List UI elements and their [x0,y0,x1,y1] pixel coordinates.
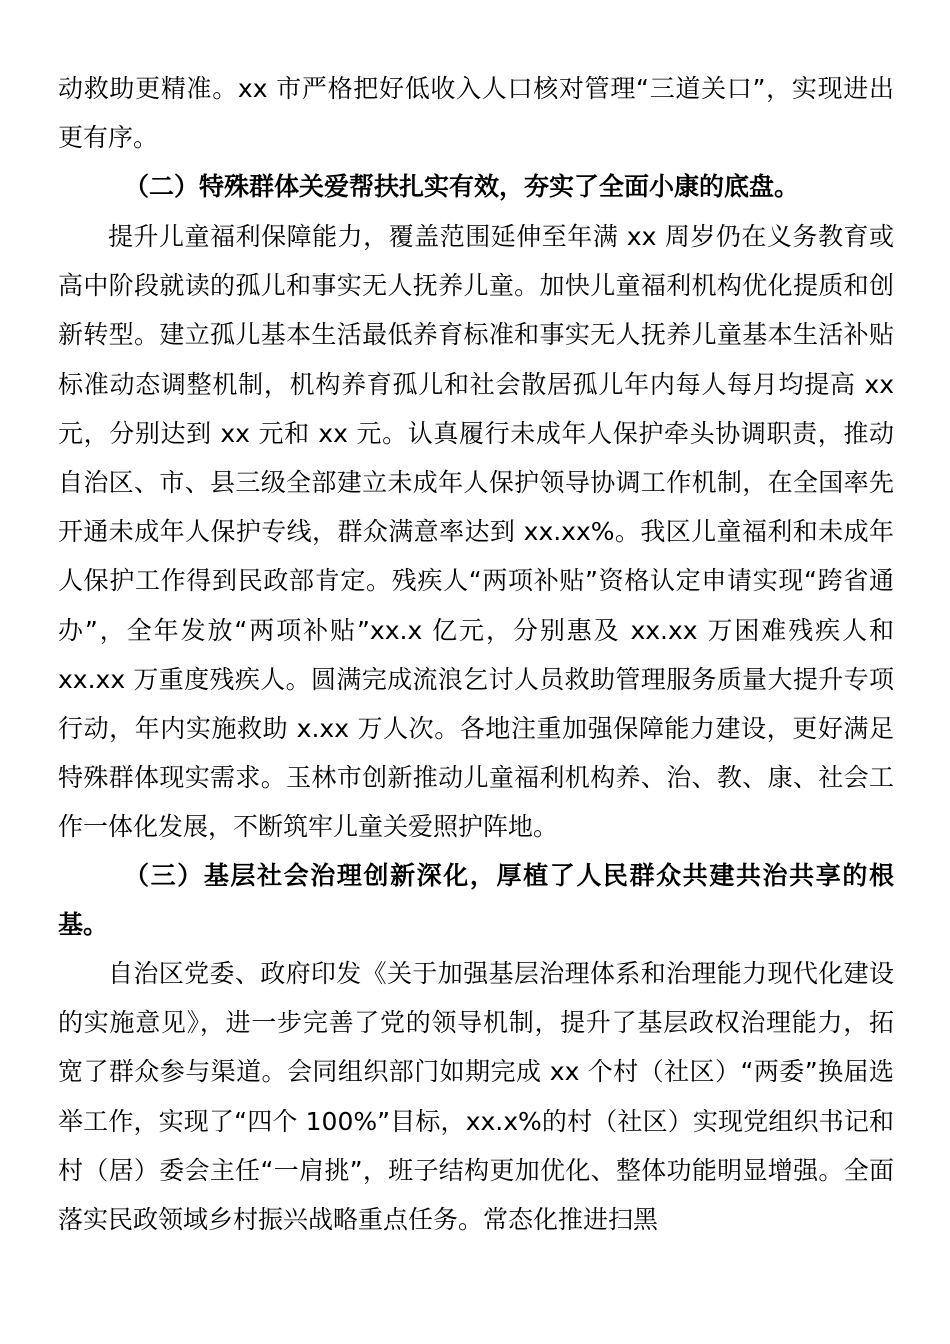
paragraph-continuation: 动救助更精准。xx 市严格把好低收入人口核对管理“三道关口”，实现进出更有序。 [58,74,894,153]
paragraph-grassroots-governance: 自治区党委、政府印发《关于加强基层治理体系和治理能力现代化建设的实施意见》，进一步完善了党的领导机制，提升了基层政权治理能力，拓宽了群众参与渠道。会同组织部门如期完成 xx 个村（社区）“两委”换届选举工作，实现了“四个 100%”目标，xx.x%的村（社区）实现党组织书记和村（居）委会主任“一肩挑”，班子结构更加优化、整体功能明显增强。全面落实民政领域乡村振兴战略重点任务。常态化推进扫黑 [58,959,894,1235]
section-heading-3: （三）基层社会治理创新深化，厚植了人民群众共建共治共享的根基。 [58,861,894,940]
paragraph-child-welfare: 提升儿童福利保障能力，覆盖范围延伸至年满 xx 周岁仍在义务教育或高中阶段就读的孤儿和事实无人抚养儿童。加快儿童福利机构优化提质和创新转型。建立孤儿基本生活最低养育标准和事实无人抚养儿童基本生活补贴标准动态调整机制，机构养育孤儿和社会散居孤儿年内每人每月均提高 xx 元，分别达到 xx 元和 xx 元。认真履行未成年人保护牵头协调职责，推动自治区、市、县三级全部建立未成年人保护领导协调工作机制，在全国率先开通未成年人保护专线，群众满意率达到 xx.xx%。我区儿童福利和未成年人保护工作得到民政部肯定。残疾人“两项补贴”资格认定申请实现“跨省通办”，全年发放“两项补贴”xx.x 亿元，分别惠及 xx.xx 万困难残疾人和 xx.xx 万重度残疾人。圆满完成流浪乞讨人员救助管理服务质量大提升专项行动，年内实施救助 x.xx 万人次。各地注重加强保障能力建设，更好满足特殊群体现实需求。玉林市创新推动儿童福利机构养、治、教、康、社会工作一体化发展，不断筑牢儿童关爱照护阵地。 [58,222,894,842]
section-heading-2: （二）特殊群体关爱帮扶扎实有效，夯实了全面小康的底盘。 [124,172,800,201]
